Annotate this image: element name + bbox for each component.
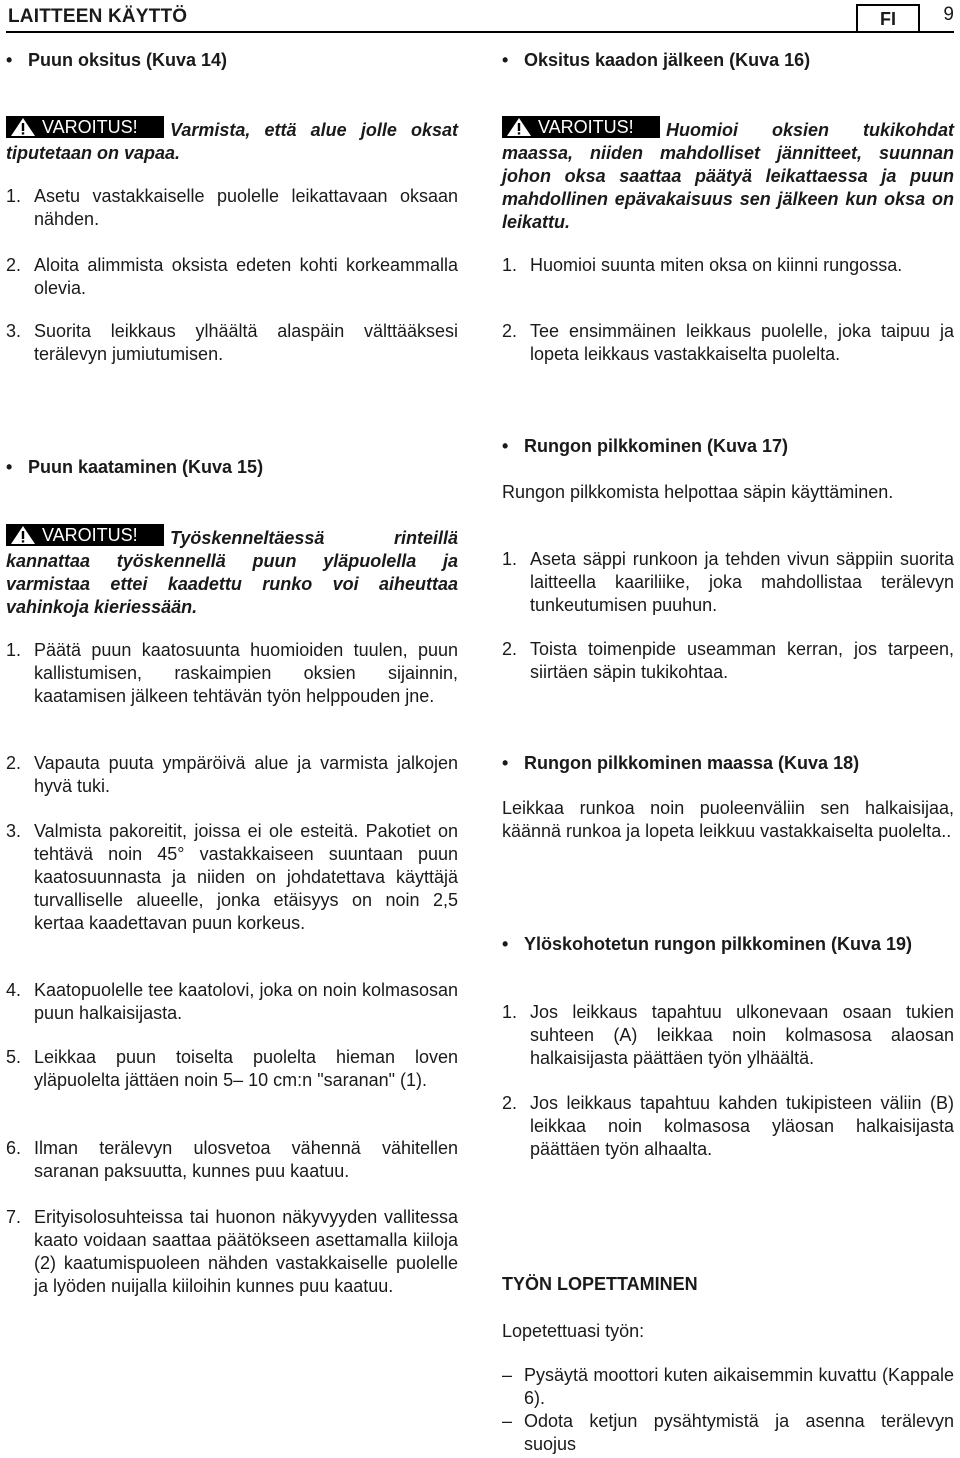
warning-badge [6,116,164,138]
warning-block [502,116,954,234]
language-badge: FI [856,4,920,31]
list-item: 2. Jos leikkaus tapahtuu kahden tukipisteen väliin (B) leikkaa noin kolmasosa yläosan halkaisijasta päättäen työn alhaalta. [502,1093,954,1159]
list-item: 1. Aseta säppi runkoon ja tehden vivun säppiin suorita laitteella kaariliike, joka mahdollistaa terälevyn tunkeutumisen puuhun. [502,549,954,615]
section-bucking-on-ground [502,752,954,775]
warning-badge [502,116,660,138]
paragraph: Leikkaa runkoa noin puoleenväliin sen halkaisijaa, käännä runkoa ja lopeta leikkuu vastakkaiselta puolelta.. [502,798,954,841]
warning-triangle-icon [506,117,532,137]
list-item: 4. Kaatopuolelle tee kaatolovi, joka on noin kolmasosan puun halkaisijasta. [6,980,458,1023]
list-item: – Odota ketjun pysähtymistä ja asenna terälevyn suojus [502,1411,954,1454]
warning-block [6,116,458,165]
section-delimbing-after-felling [502,49,954,72]
warning-triangle-icon [10,117,36,137]
section-heading: • Rungon pilkkominen (Kuva 17) [502,436,789,456]
warning-badge [6,524,164,546]
section-stop-work [502,1273,954,1296]
section-heading: • Puun oksitus (Kuva 14) [6,50,228,70]
list-item: 3. Valmista pakoreitit, joissa ei ole esteitä. Pakotiet on tehtävä noin 45° vastakkaiseen suuntaan puun kaatosuunnasta ja niiden on johdatettava käyttäjä turvalliselle alueelle, jonka etäisyys on noin 2,5 kertaa kaadettavan puun korkeus. [6,821,458,933]
list-item: 1. Päätä puun kaatosuunta huomioiden tuulen, puun kallistumisen, raskaimpien oksien sijainnin, kaatamisen jälkeen tehtävän työn helppouden jne. [6,640,458,706]
warning-triangle-icon [10,525,36,545]
list-item: 2. Vapauta puuta ympäröivä alue ja varmista jalkojen hyvä tuki. [6,753,458,796]
list-item: 1. Asetu vastakkaiselle puolelle leikattavaan oksaan nähden. [6,186,458,229]
section-delimbing [6,49,458,72]
warning-label: VAROITUS! [42,117,138,137]
warning-label: VAROITUS! [42,525,138,545]
warning-text: Huomioi oksien tukikohdat maassa, niiden mahdolliset jännitteet, suunnan johon oksa saattaa päätyä leikattaessa ja puun mahdollinen epävakaisuus sen jälkeen kun oksa on leikattu. [502,120,954,232]
section-felling [6,456,458,479]
section-heading: • Ylöskohotetun rungon pilkkominen (Kuva 19) [502,934,913,954]
list-item: 6. Ilman terälevyn ulosvetoa vähennä vähitellen saranan paksuutta, kunnes puu kaatuu. [6,1138,458,1181]
warning-text: Varmista, että alue jolle oksat tiputetaan on vapaa. [6,120,458,163]
list-item: 2. Tee ensimmäinen leikkaus puolelle, joka taipuu ja lopeta leikkaus vastakkaiselta puolelta. [502,321,954,364]
bullet-icon: • [6,457,13,477]
section-heading: • Puun kaataminen (Kuva 15) [6,457,264,477]
list-item: 7. Erityisolosuhteissa tai huonon näkyvyyden vallitessa kaato voidaan saattaa päätökseen asettamalla kiiloja (2) kaatumispuoleen nähden vastakkaiselle puolelle ja lyöden nuijalla kiiloihin kunnes puu kaatuu. [6,1207,458,1296]
dash-list [502,1364,954,1456]
section-heading: • Rungon pilkkominen maassa (Kuva 18) [502,753,860,773]
list-item: 3. Suorita leikkaus ylhäältä alaspäin välttääksesi terälevyn jumiutumisen. [6,321,458,364]
section-bucking-raised [502,933,954,956]
section-heading: • Oksitus kaadon jälkeen (Kuva 16) [502,50,811,70]
warning-block [6,524,458,619]
section-bucking [502,435,954,458]
section-title: LAITTEEN KÄYTTÖ [8,6,188,27]
list-item: – Pysäytä moottori kuten aikaisemmin kuvattu (Kappale 6). [502,1365,954,1408]
bullet-icon: • [502,436,509,456]
list-item: 5. Leikkaa puun toiselta puolelta hieman loven yläpuolelta jättäen noin 5– 10 cm:n "saranan" (1). [6,1047,458,1090]
warning-text: Työskenneltäessä rinteillä kannattaa työskennellä puun yläpuolella ja varmistaa ettei kaadettu runko voi aiheuttaa vahinkoja kieriessään. [6,528,458,617]
page-header [6,0,954,33]
list-item: 2. Aloita alimmista oksista edeten kohti korkeammalla olevia. [6,255,458,298]
paragraph: Lopetettuasi työn: [502,1321,645,1341]
warning-label: VAROITUS! [538,117,634,137]
paragraph: Rungon pilkkomista helpottaa säpin käyttäminen. [502,482,894,502]
list-item: 1. Jos leikkaus tapahtuu ulkonevaan osaan tukien suhteen (A) leikkaa noin kolmasosa alaosan halkaisijasta päättäen työn ylhäältä. [502,1002,954,1068]
bullet-icon: • [502,753,509,773]
bullet-icon: • [502,50,509,70]
list-item: 2. Toista toimenpide useamman kerran, jos tarpeen, siirtäen säpin tukikohtaa. [502,639,954,682]
bullet-icon: • [502,934,509,954]
list-item: 1. Huomioi suunta miten oksa on kiinni rungossa. [502,255,903,275]
steps-list [6,185,458,231]
section-heading: TYÖN LOPETTAMINEN [502,1274,698,1294]
bullet-icon: • [6,50,13,70]
page-number: 9 [943,4,954,25]
